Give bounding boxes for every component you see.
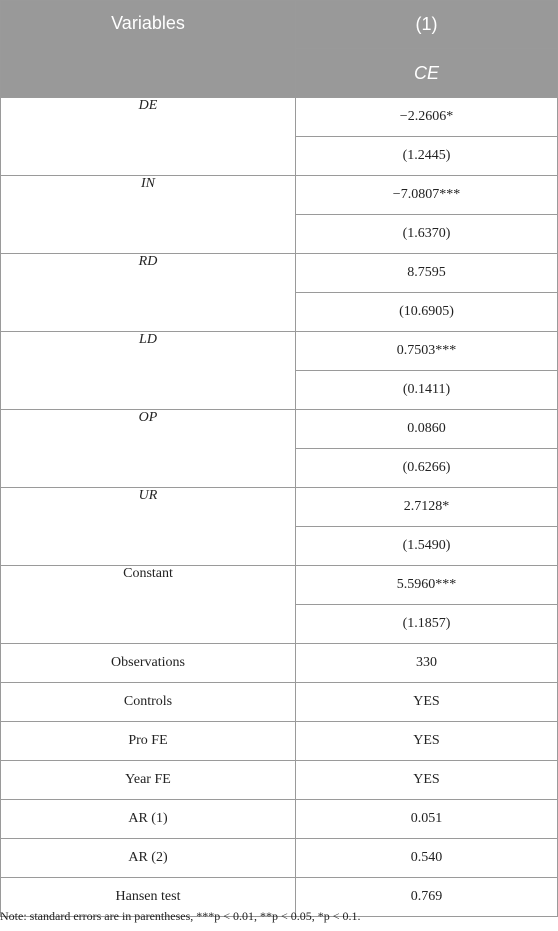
model-number-header: (1) [296,1,558,49]
dependent-variable-header: CE [296,49,558,98]
table-row [1,566,558,605]
variable-name: IN [1,176,296,254]
table-row [1,254,558,293]
coefficient-cell: −7.0807*** [296,176,558,215]
standard-error-cell: (1.2445) [296,137,558,176]
stat-label: AR (1) [1,800,296,839]
coefficient-cell: 0.0860 [296,410,558,449]
table-body [1,98,558,917]
stat-label: AR (2) [1,839,296,878]
variable-name: OP [1,410,296,488]
table-row [1,176,558,215]
stat-label: Pro FE [1,722,296,761]
table-row [1,410,558,449]
standard-error-cell: (0.6266) [296,449,558,488]
table-row [1,332,558,371]
table-header [1,1,558,98]
variable-name: DE [1,98,296,176]
standard-error-cell: (10.6905) [296,293,558,332]
standard-error-cell: (1.5490) [296,527,558,566]
stat-value: 0.769 [296,878,558,917]
standard-error-cell: (1.1857) [296,605,558,644]
stat-label: Year FE [1,761,296,800]
coefficient-cell: 8.7595 [296,254,558,293]
coefficient-cell: −2.2606* [296,98,558,137]
table-note: Note: standard errors are in parentheses, ***p < 0.01, **p < 0.05, *p < 0.1. [0,909,361,923]
table-row [1,488,558,527]
variable-name: LD [1,332,296,410]
table-row [1,644,558,683]
coefficient-cell: 2.7128* [296,488,558,527]
stat-value: YES [296,761,558,800]
variable-name: Constant [1,566,296,644]
stat-label: Observations [1,644,296,683]
variable-name: RD [1,254,296,332]
stat-value: YES [296,722,558,761]
stat-label: Hansen test [1,878,296,917]
stat-label: Controls [1,683,296,722]
table-row [1,761,558,800]
stat-value: YES [296,683,558,722]
table-row [1,800,558,839]
coefficient-cell: 0.7503*** [296,332,558,371]
coefficient-cell: 5.5960*** [296,566,558,605]
table-row [1,98,558,137]
stat-value: 0.051 [296,800,558,839]
variables-header: Variables [1,1,296,98]
table-row [1,722,558,761]
variable-name: UR [1,488,296,566]
stat-value: 330 [296,644,558,683]
standard-error-cell: (0.1411) [296,371,558,410]
table-row [1,683,558,722]
table-row [1,839,558,878]
standard-error-cell: (1.6370) [296,215,558,254]
stat-value: 0.540 [296,839,558,878]
